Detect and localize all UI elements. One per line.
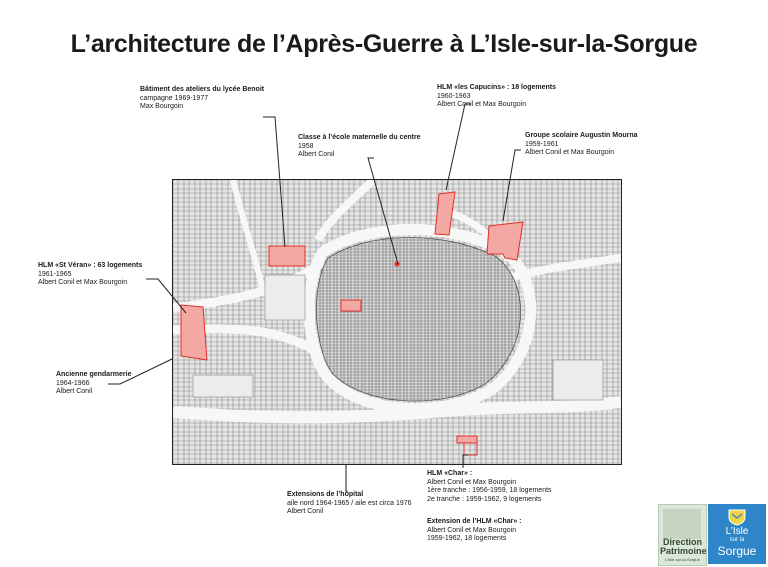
ville-logo <box>708 504 766 564</box>
crest-icon <box>727 508 747 526</box>
ville-logo-line3: Sorgue <box>717 544 757 558</box>
ville-logo-line2: sur la <box>729 537 745 543</box>
label-ancienne-gendarmerie: Ancienne gendarmerie 1964-1966 Albert Conil <box>56 371 132 396</box>
ville-logo-line1: L’Isle <box>725 526 749 537</box>
label-hlm-char: HLM «Char» : Albert Conil et Max Bourgoin 1ère tranche : 1956-1959, 18 logements 2e tranche : 1959-1962, 9 logements <box>427 470 552 503</box>
label-groupe-scolaire-mourna: Groupe scolaire Augustin Mourna 1959-1961 Albert Conil et Max Bourgoin <box>525 132 638 157</box>
label-extension-hlm-char: Extension de l’HLM «Char» : Albert Conil et Max Bourgoin 1959-1962, 18 logements <box>427 518 522 543</box>
direction-patrimoine-logo <box>658 504 707 566</box>
label-hlm-st-veran: HLM «St Véran» : 63 logements 1961-1965 Albert Conil et Max Bourgoin <box>38 262 143 287</box>
label-extensions-hopital: Extensions de l’hôpital aile nord 1964-1965 / aile est circa 1976 Albert Conil <box>287 491 412 516</box>
patrimoine-photo-icon <box>663 509 701 539</box>
page-title: L’architecture de l’Après-Guerre à L’Isle-sur-la-Sorgue <box>70 30 698 58</box>
patrimoine-logo-text: Direction Patrimoine <box>660 537 707 556</box>
patrimoine-logo-subtitle: L’Isle-sur-la-Sorgue <box>665 557 700 562</box>
label-ateliers-lycee-benoit: Bâtiment des ateliers du lycée Benoit campagne 1969-1977 Max Bourgoin <box>140 86 265 111</box>
map-drawing <box>173 180 621 464</box>
label-classe-maternelle: Classe à l’école maternelle du centre 1958 Albert Conil <box>298 134 421 159</box>
city-map[interactable] <box>172 179 622 465</box>
label-hlm-capucins: HLM «les Capucins» : 18 logements 1960-1963 Albert Conil et Max Bourgoin <box>437 84 557 109</box>
